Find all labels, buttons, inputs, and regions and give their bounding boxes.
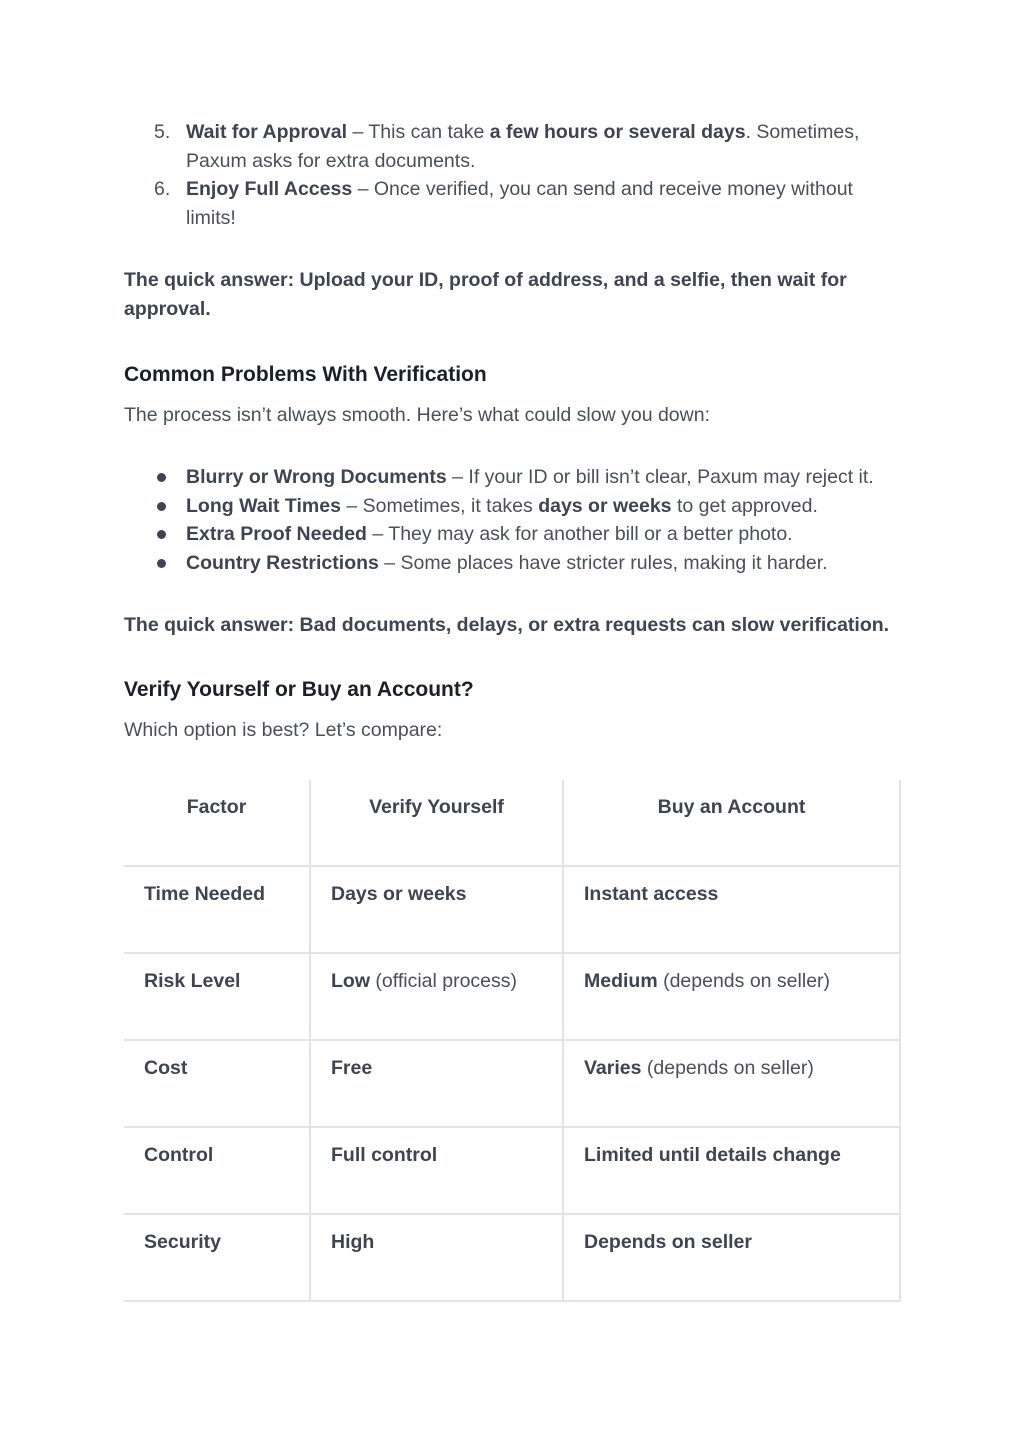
step-text: – Once verified, you can send and receive money without limits! <box>186 178 853 229</box>
table-row <box>124 1214 900 1301</box>
verify-cell <box>310 1040 563 1127</box>
section-intro: The process isn’t always smooth. Here’s what could slow you down: <box>124 404 710 426</box>
column-header: Verify Yourself <box>310 780 563 866</box>
quick-answer: The quick answer: Upload your ID, proof of address, and a selfie, then wait for approval. <box>124 269 847 320</box>
cell-text: (depends on seller) <box>657 969 831 992</box>
bullet-icon <box>157 559 166 568</box>
list-item <box>124 520 900 549</box>
list-item <box>124 492 900 521</box>
cell-bold: Days or weeks <box>331 882 467 905</box>
list-item <box>124 549 900 578</box>
table-row <box>124 953 900 1040</box>
item-text: – Sometimes, it takes <box>340 494 539 517</box>
cell-text: (depends on seller) <box>641 1056 814 1079</box>
list-item <box>124 118 900 175</box>
buy-cell <box>563 1127 900 1214</box>
problems-list <box>124 463 900 577</box>
table-row <box>124 1040 900 1127</box>
factor-label: Control <box>144 1143 214 1166</box>
item-title: Extra Proof Needed <box>186 523 367 545</box>
cell-bold: Instant access <box>584 882 719 905</box>
cell-text: (official process) <box>370 969 518 992</box>
buy-cell <box>563 953 900 1040</box>
list-item <box>124 175 900 232</box>
section-heading: Verify Yourself or Buy an Account? <box>124 677 474 701</box>
factor-cell <box>124 1214 310 1301</box>
item-title: Country Restrictions <box>186 551 379 574</box>
step-text: . Sometimes, Paxum asks for extra documents. <box>186 121 860 172</box>
item-title: Long Wait Times <box>186 494 341 517</box>
factor-label: Cost <box>144 1056 188 1079</box>
steps-list <box>124 118 900 232</box>
quick-answer: The quick answer: Bad documents, delays, or extra requests can slow verification. <box>124 614 890 636</box>
verify-cell <box>310 953 563 1040</box>
buy-cell <box>563 1040 900 1127</box>
factor-cell <box>124 1127 310 1214</box>
column-header: Buy an Account <box>563 780 900 866</box>
bullet-icon <box>157 473 166 482</box>
bullet-icon <box>157 530 166 539</box>
step-title: Wait for Approval <box>186 121 348 143</box>
item-text: to get approved. <box>671 494 818 517</box>
table-header-row <box>124 780 900 866</box>
factor-label: Security <box>144 1230 221 1253</box>
step-number: 6. <box>154 178 171 200</box>
section-heading: Common Problems With Verification <box>124 363 487 386</box>
item-text: – They may ask for another bill or a better photo. <box>366 523 793 545</box>
buy-cell <box>563 866 900 953</box>
table-row <box>124 866 900 953</box>
item-text: – Some places have stricter rules, making it harder. <box>378 551 828 574</box>
column-header: Factor <box>124 780 310 866</box>
cell-bold: Low <box>331 969 370 992</box>
list-item <box>124 463 900 492</box>
verify-cell <box>310 1214 563 1301</box>
table-row <box>124 1127 900 1214</box>
comparison-table <box>124 780 901 1302</box>
item-text: – If your ID or bill isn’t clear, Paxum may reject it. <box>446 466 874 488</box>
item-emphasis: days or weeks <box>538 494 672 517</box>
item-title: Blurry or Wrong Documents <box>186 466 447 488</box>
document-page <box>124 118 900 1302</box>
buy-cell <box>563 1214 900 1301</box>
factor-cell <box>124 953 310 1040</box>
cell-bold: Free <box>331 1056 373 1079</box>
cell-bold: Full control <box>331 1143 438 1166</box>
factor-cell <box>124 1040 310 1127</box>
bullet-icon <box>157 502 166 511</box>
step-number: 5. <box>154 121 171 143</box>
step-title: Enjoy Full Access <box>186 178 353 200</box>
section-intro: Which option is best? Let’s compare: <box>124 718 443 741</box>
cell-bold: Medium <box>584 969 658 992</box>
cell-bold: Limited until details change <box>584 1143 841 1166</box>
verify-cell <box>310 866 563 953</box>
step-emphasis: a few hours or several days <box>489 121 746 143</box>
step-text: – This can take <box>347 121 490 143</box>
cell-bold: Varies <box>584 1056 642 1079</box>
verify-cell <box>310 1127 563 1214</box>
cell-bold: High <box>331 1230 375 1253</box>
factor-label: Risk Level <box>144 969 241 992</box>
cell-bold: Depends on seller <box>584 1230 752 1253</box>
factor-cell <box>124 866 310 953</box>
factor-label: Time Needed <box>144 882 266 905</box>
